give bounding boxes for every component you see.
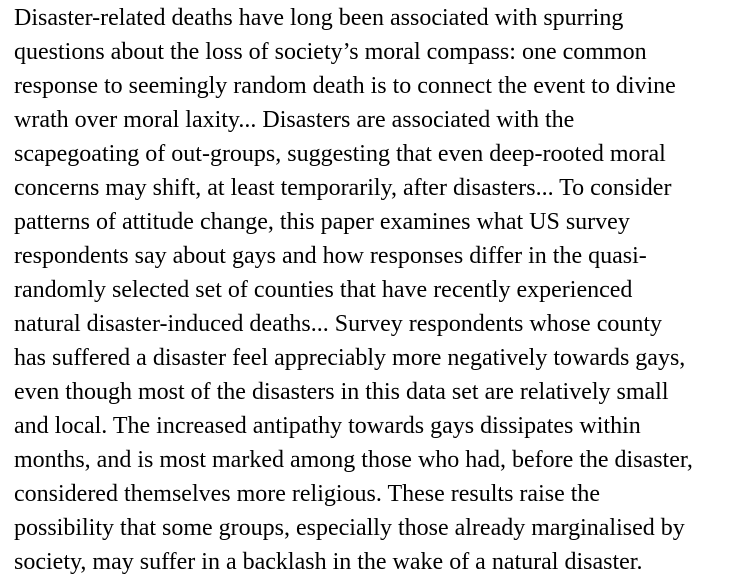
text-line: patterns of attitude change, this paper examines what US survey [14, 209, 630, 235]
text-line: randomly selected set of counties that have recently experienced [14, 277, 633, 303]
text-line: possibility that some groups, especially those already marginalised by [14, 515, 685, 541]
text-line: respondents say about gays and how responses differ in the quasi- [14, 243, 647, 269]
text-line: natural disaster-induced deaths... Survey respondents whose county [14, 311, 663, 337]
text-line: wrath over moral laxity... Disasters are associated with the [14, 107, 575, 133]
text-line: and local. The increased antipathy towards gays dissipates within [14, 413, 641, 439]
text-line: considered themselves more religious. These results raise the [14, 481, 601, 507]
text-line: has suffered a disaster feel appreciably more negatively towards gays, [14, 345, 686, 371]
text-line: months, and is most marked among those who had, before the disaster, [14, 447, 693, 473]
text-line: scapegoating of out-groups, suggesting that even deep-rooted moral [14, 141, 666, 167]
text-line: concerns may shift, at least temporarily, after disasters... To consider [14, 175, 672, 201]
abstract-paragraph [14, 1, 752, 579]
text-line: questions about the loss of society’s moral compass: one common [14, 39, 647, 65]
text-line: Disaster-related deaths have long been associated with spurring [14, 5, 624, 31]
text-line: response to seemingly random death is to connect the event to divine [14, 73, 676, 99]
text-line: society, may suffer in a backlash in the wake of a natural disaster. [14, 549, 643, 575]
text-line: even though most of the disasters in this data set are relatively small [14, 379, 669, 405]
